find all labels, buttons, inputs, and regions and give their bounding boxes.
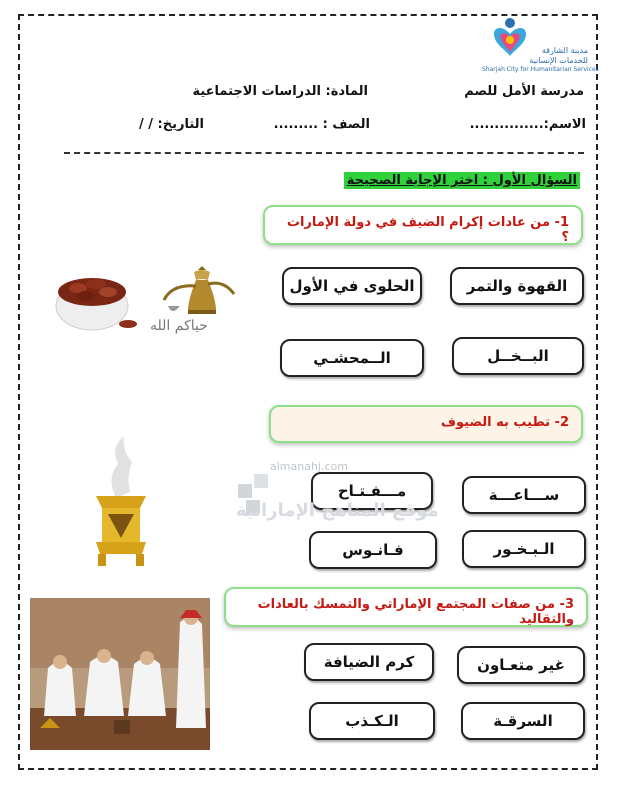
class-field[interactable]: الصف : .........	[273, 117, 370, 132]
q3-option-4[interactable]: الـكـذب	[309, 702, 435, 740]
q1-option-3[interactable]: البــخــل	[452, 337, 584, 375]
name-field[interactable]: الاسم:...............	[469, 117, 586, 132]
logo-title-line2: للخدمات الإنسانية	[529, 56, 588, 65]
q2-option-1[interactable]: ســـاعـــة	[462, 476, 586, 514]
coffee-pot-icon	[158, 266, 248, 326]
watermark-site: almanahj.com	[270, 460, 348, 473]
question-2: 2- تطيب به الضيوف	[269, 405, 583, 443]
q1-option-2[interactable]: الحلوى في الأول	[282, 267, 422, 305]
q1-option-4[interactable]: الــمحشـي	[280, 339, 424, 377]
section-title: السؤال الأول : اختر الإجابة الصحيحة	[344, 172, 580, 189]
logo	[482, 16, 599, 76]
incense-burner-icon	[86, 428, 156, 573]
question-1: 1- من عادات إكرام الضيف في دولة الإمارات ؟	[263, 205, 583, 245]
school-name: مدرسة الأمل للصم	[464, 84, 584, 99]
logo-title-line1: مدينة الشارقة	[541, 46, 588, 55]
logo-emblem-icon	[490, 16, 530, 60]
q3-option-3[interactable]: السرقـة	[461, 702, 585, 740]
majlis-gathering-photo	[30, 598, 210, 750]
q1-option-1[interactable]: القهوة والتمر	[450, 267, 584, 305]
q2-option-4[interactable]: فـانـوس	[309, 531, 437, 569]
logo-english: Sharjah City for Humanitarian Services	[482, 66, 599, 73]
dates-bowl-icon	[52, 262, 142, 337]
q3-option-2[interactable]: كرم الضيافة	[304, 643, 434, 681]
welcome-caption: حياكم الله	[150, 318, 208, 334]
watermark-name: موقع المناهج الإماراتية	[236, 500, 439, 521]
separator	[64, 152, 584, 154]
question-3: 3- من صفات المجتمع الإماراتي والتمسك بالعادات والتقاليد	[224, 587, 588, 627]
q3-option-1[interactable]: غير متعـاون	[457, 646, 585, 684]
q2-option-2[interactable]: مـــفـتـاح	[311, 472, 433, 510]
q2-option-3[interactable]: الـبـخـور	[462, 530, 586, 568]
date-field[interactable]: التاريخ: / /	[138, 117, 204, 132]
subject: المادة: الدراسات الاجتماعية	[192, 84, 368, 99]
